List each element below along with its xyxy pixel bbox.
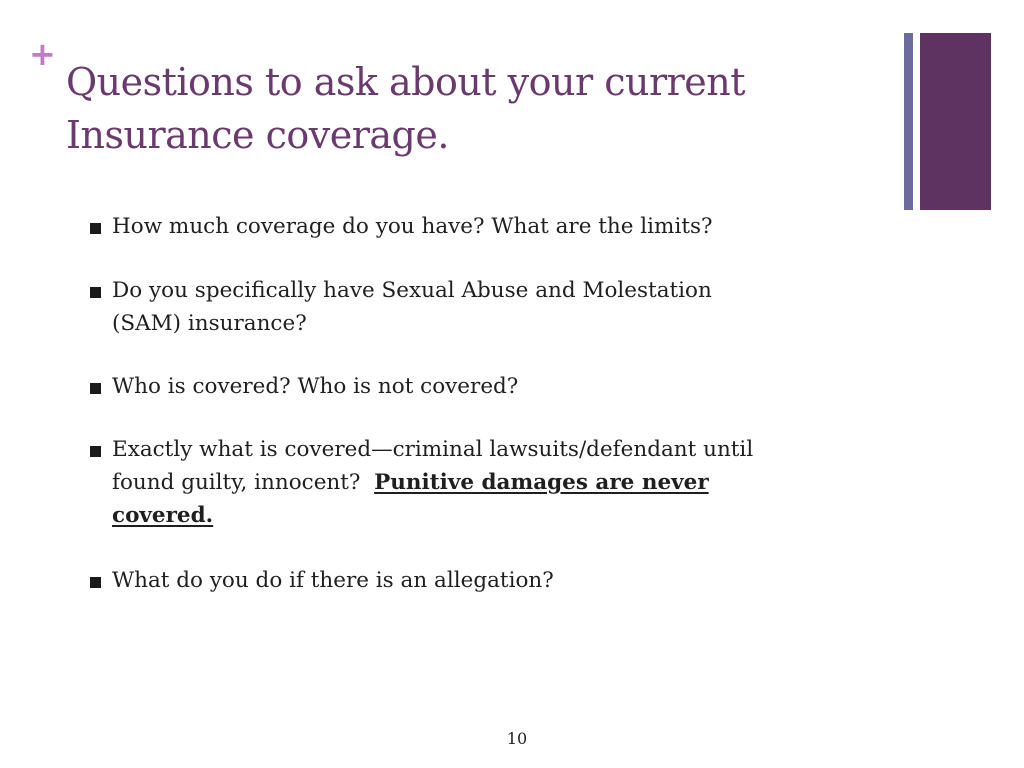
bullet-text: Exactly what is covered—criminal lawsuits/defendant until found guilty, innocent? Punitive damages are never covered. — [112, 437, 754, 528]
square-bullet-icon — [90, 446, 101, 457]
decorative-bar-thin — [904, 33, 913, 210]
page-number: 10 — [506, 729, 528, 748]
bullet-text: How much coverage do you have? What are the limits? — [112, 214, 713, 239]
square-bullet-icon — [90, 287, 101, 298]
square-bullet-icon — [90, 577, 101, 588]
slide-title-line-1: Questions to ask about your current — [66, 60, 746, 104]
decorative-bar-thick — [920, 33, 991, 210]
square-bullet-icon — [90, 223, 101, 234]
plus-mark: + — [29, 35, 56, 73]
bullet-text-plain: found guilty, innocent? — [112, 470, 375, 495]
slide-title-line-2: Insurance coverage. — [66, 113, 449, 157]
slide-title — [66, 56, 866, 162]
punitive-damages-emphasis: Punitive damages are never — [374, 470, 709, 495]
punitive-damages-emphasis-end: covered. — [112, 503, 214, 528]
bullet-text: Do you specifically have Sexual Abuse and Molestation (SAM) insurance? — [112, 278, 712, 336]
bullet-text: Who is covered? Who is not covered? — [112, 374, 519, 399]
square-bullet-icon — [90, 383, 101, 394]
bullet-text: What do you do if there is an allegation? — [112, 568, 554, 593]
